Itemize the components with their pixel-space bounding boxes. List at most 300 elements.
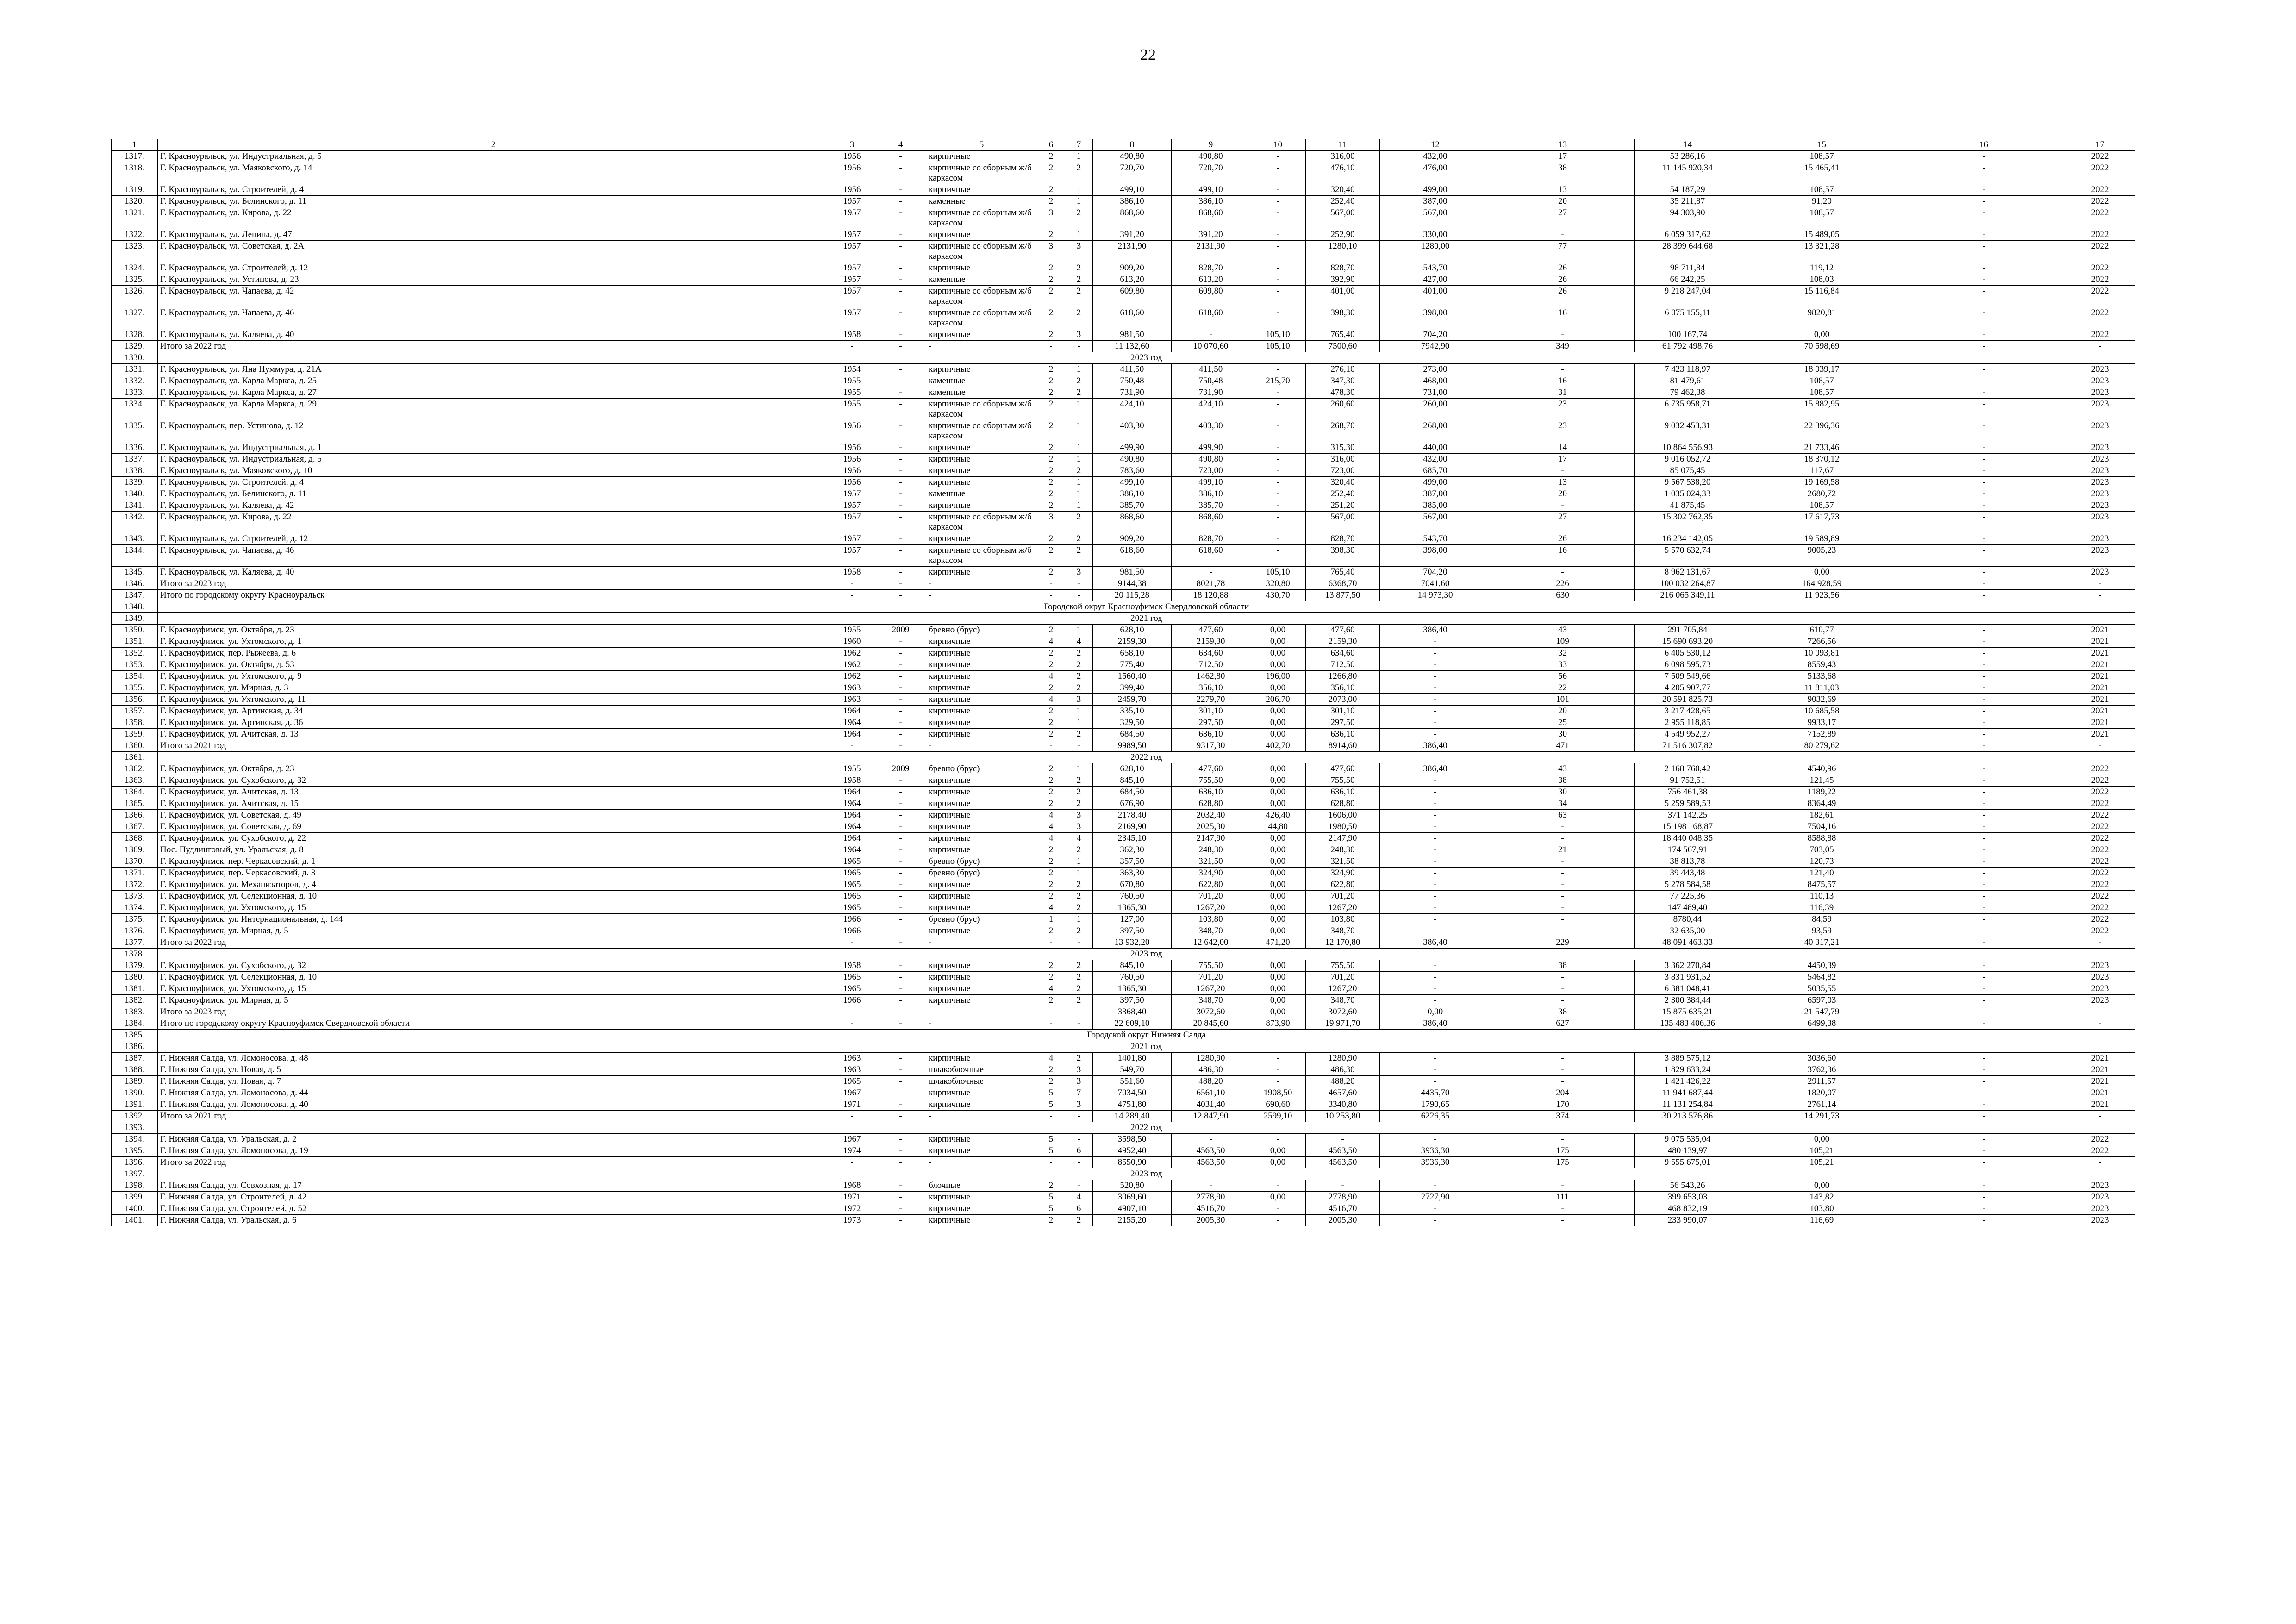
cell-col-3: 1964 (829, 706, 875, 717)
cell-col-1: 1381. (112, 983, 158, 995)
cell-col-15: 21 733,46 (1741, 442, 1903, 454)
cell-col-7: 3 (1065, 1064, 1093, 1076)
cell-col-14: 100 032 264,87 (1635, 578, 1741, 590)
cell-col-3: 1954 (829, 364, 875, 375)
cell-col-9: 411,50 (1172, 364, 1250, 375)
cell-col-16: - (1903, 1180, 2065, 1192)
cell-col-12: 386,40 (1380, 763, 1491, 775)
table-row (112, 925, 2135, 937)
cell-col-5: кирпичные (926, 500, 1037, 512)
cell-col-11: 252,90 (1306, 229, 1380, 241)
cell-col-15: 5035,55 (1741, 983, 1903, 995)
cell-col-11: 19 971,70 (1306, 1018, 1380, 1030)
cell-col-10: - (1250, 1215, 1306, 1226)
cell-col-1: 1353. (112, 659, 158, 671)
cell-col-17: 2022 (2065, 844, 2135, 856)
cell-col-16: - (1903, 798, 2065, 810)
cell-col-4: - (875, 307, 926, 329)
cell-col-9: 6561,10 (1172, 1087, 1250, 1099)
cell-col-8: 8550,90 (1093, 1157, 1172, 1168)
cell-col-14: 81 479,61 (1635, 375, 1741, 387)
cell-col-12: - (1380, 914, 1491, 925)
cell-col-9: 618,60 (1172, 307, 1250, 329)
cell-col-7: 1 (1065, 420, 1093, 442)
cell-col-14: 53 286,16 (1635, 151, 1741, 162)
cell-col-11: 2005,30 (1306, 1215, 1380, 1226)
cell-col-3: 1958 (829, 329, 875, 341)
cell-col-12: - (1380, 694, 1491, 706)
cell-col-16: - (1903, 1111, 2065, 1122)
cell-col-2: Г. Красноуфимск, ул. Интернациональная, д. 144 (158, 914, 829, 925)
cell-col-11: 2778,90 (1306, 1192, 1380, 1203)
cell-col-11: 765,40 (1306, 567, 1380, 578)
cell-col-3: 1964 (829, 798, 875, 810)
cell-col-11: - (1306, 1180, 1380, 1192)
cell-col-4: - (875, 891, 926, 902)
cell-col-12: - (1380, 1180, 1491, 1192)
cell-col-16: - (1903, 241, 2065, 262)
cell-col-17: 2021 (2065, 1064, 2135, 1076)
cell-col-3: 1958 (829, 567, 875, 578)
cell-col-2: Г. Нижняя Салда, ул. Ломоносова, д. 44 (158, 1087, 829, 1099)
cell-col-5: бревно (брус) (926, 868, 1037, 879)
cell-col-16: - (1903, 512, 2065, 533)
cell-col-9: 828,70 (1172, 533, 1250, 545)
cell-col-10: - (1250, 196, 1306, 207)
cell-col-10: - (1250, 1134, 1306, 1145)
cell-col-7: 1 (1065, 454, 1093, 465)
cell-col-10: - (1250, 1180, 1306, 1192)
cell-col-13: 27 (1491, 512, 1635, 533)
cell-col-6: 2 (1037, 477, 1065, 488)
cell-col-16: - (1903, 821, 2065, 833)
cell-col-9: 628,80 (1172, 798, 1250, 810)
cell-col-1: 1371. (112, 868, 158, 879)
cell-col-13: 374 (1491, 1111, 1635, 1122)
cell-col-17: 2023 (2065, 387, 2135, 399)
cell-col-8: 981,50 (1093, 567, 1172, 578)
cell-col-17: 2022 (2065, 274, 2135, 286)
cell-col-4: - (875, 229, 926, 241)
cell-col-4: - (875, 1018, 926, 1030)
cell-col-4: - (875, 1006, 926, 1018)
cell-col-8: 386,10 (1093, 196, 1172, 207)
cell-col-9: 9317,30 (1172, 740, 1250, 752)
cell-col-8: 3368,40 (1093, 1006, 1172, 1018)
cell-col-14: 6 075 155,11 (1635, 307, 1741, 329)
cell-col-6: 3 (1037, 241, 1065, 262)
cell-col-14: 38 813,78 (1635, 856, 1741, 868)
cell-col-13: 109 (1491, 636, 1635, 648)
cell-col-1: 1396. (112, 1157, 158, 1168)
table-row (112, 914, 2135, 925)
cell-col-5: кирпичные со сборным ж/б каркасом (926, 207, 1037, 229)
cell-col-4: - (875, 868, 926, 879)
cell-col-2: Г. Красноуфимск, ул. Селекционная, д. 10 (158, 972, 829, 983)
cell-col-14: 18 440 048,35 (1635, 833, 1741, 844)
cell-col-6: 4 (1037, 636, 1065, 648)
cell-col-16: - (1903, 694, 2065, 706)
cell-col-8: 424,10 (1093, 399, 1172, 420)
cell-col-7: 2 (1065, 798, 1093, 810)
cell-col-13: 34 (1491, 798, 1635, 810)
cell-col-14: 66 242,25 (1635, 274, 1741, 286)
cell-col-11: 622,80 (1306, 879, 1380, 891)
cell-col-2: Г. Красноуфимск, пер. Черкасовский, д. 3 (158, 868, 829, 879)
cell-col-4: - (875, 1157, 926, 1168)
cell-col-3: 1966 (829, 914, 875, 925)
cell-col-16: - (1903, 1192, 2065, 1203)
cell-col-3: 1955 (829, 399, 875, 420)
cell-col-11: 488,20 (1306, 1076, 1380, 1087)
cell-col-8: 1365,30 (1093, 983, 1172, 995)
cell-col-6: 2 (1037, 1064, 1065, 1076)
cell-col-13: - (1491, 1215, 1635, 1226)
cell-col-3: 1965 (829, 891, 875, 902)
table-row (112, 162, 2135, 184)
cell-col-6: 4 (1037, 983, 1065, 995)
cell-col-4: - (875, 972, 926, 983)
cell-col-14: 3 889 575,12 (1635, 1053, 1741, 1064)
cell-col-6: 2 (1037, 420, 1065, 442)
cell-col-7: 2 (1065, 1215, 1093, 1226)
cell-col-17: 2023 (2065, 465, 2135, 477)
table-row (112, 286, 2135, 307)
cell-col-2: Г. Нижняя Салда, ул. Уральская, д. 6 (158, 1215, 829, 1226)
cell-col-2: Г. Красноуральск, ул. Индустриальная, д. 5 (158, 151, 829, 162)
cell-col-11: 723,00 (1306, 465, 1380, 477)
cell-col-14: 6 098 595,73 (1635, 659, 1741, 671)
cell-col-2: Г. Красноуфимск, ул. Ачитская, д. 15 (158, 798, 829, 810)
cell-col-17: 2021 (2065, 694, 2135, 706)
cell-col-13: - (1491, 567, 1635, 578)
cell-col-3: 1956 (829, 162, 875, 184)
cell-col-12: - (1380, 1215, 1491, 1226)
cell-col-13: - (1491, 856, 1635, 868)
cell-col-16: - (1903, 648, 2065, 659)
cell-col-10: 0,00 (1250, 1192, 1306, 1203)
cell-col-12: 385,00 (1380, 500, 1491, 512)
cell-col-3: 1967 (829, 1087, 875, 1099)
cell-col-10: 402,70 (1250, 740, 1306, 752)
cell-col-13: 38 (1491, 162, 1635, 184)
column-number-header (112, 139, 2135, 151)
cell-col-1: 1346. (112, 578, 158, 590)
cell-col-17: 2021 (2065, 717, 2135, 729)
section-header-row (112, 352, 2135, 364)
cell-col-14: 9 075 535,04 (1635, 1134, 1741, 1145)
cell-col-5: кирпичные (926, 636, 1037, 648)
cell-col-10: 2599,10 (1250, 1111, 1306, 1122)
cell-col-14: 468 832,19 (1635, 1203, 1741, 1215)
cell-col-16: - (1903, 1099, 2065, 1111)
cell-col-4: - (875, 1203, 926, 1215)
cell-col-13: 25 (1491, 717, 1635, 729)
cell-col-4: - (875, 914, 926, 925)
cell-col-6: 2 (1037, 717, 1065, 729)
cell-col-6: 2 (1037, 454, 1065, 465)
cell-col-8: 7034,50 (1093, 1087, 1172, 1099)
cell-col-11: 4516,70 (1306, 1203, 1380, 1215)
cell-col-8: 613,20 (1093, 274, 1172, 286)
cell-col-11: 2147,90 (1306, 833, 1380, 844)
housing-registry-table (111, 139, 2135, 1226)
cell-col-10: 690,60 (1250, 1099, 1306, 1111)
cell-col-12: 6226,35 (1380, 1111, 1491, 1122)
cell-col-14: 15 198 168,87 (1635, 821, 1741, 833)
cell-col-9: 301,10 (1172, 706, 1250, 717)
cell-col-2: Г. Красноуфимск, ул. Советская, д. 69 (158, 821, 829, 833)
cell-col-2: Итого за 2023 год (158, 1006, 829, 1018)
cell-col-3: - (829, 1018, 875, 1030)
cell-col-14: 371 142,25 (1635, 810, 1741, 821)
cell-col-15: 110,13 (1741, 891, 1903, 902)
cell-col-7: 1 (1065, 442, 1093, 454)
cell-col-5: кирпичные (926, 787, 1037, 798)
cell-col-11: 1267,20 (1306, 983, 1380, 995)
cell-col-3: 1963 (829, 1064, 875, 1076)
cell-col-8: 1401,80 (1093, 1053, 1172, 1064)
cell-col-14: 216 065 349,11 (1635, 590, 1741, 601)
cell-col-16: - (1903, 636, 2065, 648)
cell-col-9: 488,20 (1172, 1076, 1250, 1087)
cell-col-12: 499,00 (1380, 184, 1491, 196)
cell-col-9: 424,10 (1172, 399, 1250, 420)
cell-col-1: 1354. (112, 671, 158, 682)
cell-col-11: 315,30 (1306, 442, 1380, 454)
cell-col-6: 2 (1037, 262, 1065, 274)
cell-col-7: 2 (1065, 659, 1093, 671)
cell-col-4: - (875, 207, 926, 229)
cell-col-1: 1335. (112, 420, 158, 442)
cell-col-4: - (875, 682, 926, 694)
cell-col-15: 108,03 (1741, 274, 1903, 286)
cell-col-7: 3 (1065, 329, 1093, 341)
cell-col-12: - (1380, 1064, 1491, 1076)
cell-col-14: 4 205 907,77 (1635, 682, 1741, 694)
cell-col-2: Г. Нижняя Салда, ул. Совхозная, д. 17 (158, 1180, 829, 1192)
cell-col-9: 3072,60 (1172, 1006, 1250, 1018)
cell-col-3: 1957 (829, 488, 875, 500)
cell-col-2: Г. Красноуфимск, ул. Мирная, д. 3 (158, 682, 829, 694)
cell-col-7: - (1065, 578, 1093, 590)
cell-col-5: кирпичные (926, 1087, 1037, 1099)
cell-col-2: Г. Нижняя Салда, ул. Строителей, д. 42 (158, 1192, 829, 1203)
cell-col-8: 720,70 (1093, 162, 1172, 184)
cell-col-7: 1 (1065, 717, 1093, 729)
cell-col-4: - (875, 659, 926, 671)
cell-col-5: кирпичные (926, 925, 1037, 937)
cell-col-13: 349 (1491, 341, 1635, 352)
cell-col-1: 1357. (112, 706, 158, 717)
cell-col-15: 91,20 (1741, 196, 1903, 207)
cell-col-5: кирпичные (926, 891, 1037, 902)
cell-col-17: 2022 (2065, 775, 2135, 787)
cell-col-4: - (875, 1111, 926, 1122)
cell-col-17: 2023 (2065, 364, 2135, 375)
cell-col-5: кирпичные со сборным ж/б каркасом (926, 512, 1037, 533)
cell-col-13: 627 (1491, 1018, 1635, 1030)
cell-col-8: 3069,60 (1093, 1192, 1172, 1203)
cell-col-2: Г. Красноуральск, ул. Маяковского, д. 14 (158, 162, 829, 184)
cell-col-5: кирпичные (926, 262, 1037, 274)
cell-col-12: 476,00 (1380, 162, 1491, 184)
cell-col-9: 403,30 (1172, 420, 1250, 442)
cell-col-7: 2 (1065, 729, 1093, 740)
cell-col-11: 398,30 (1306, 545, 1380, 567)
cell-col-15: 9005,23 (1741, 545, 1903, 567)
cell-col-3: 1964 (829, 787, 875, 798)
cell-col-13: 33 (1491, 659, 1635, 671)
cell-col-7: 2 (1065, 983, 1093, 995)
cell-col-14: 28 399 644,68 (1635, 241, 1741, 262)
cell-col-13: 20 (1491, 706, 1635, 717)
cell-col-14: 233 990,07 (1635, 1215, 1741, 1226)
cell-col-6: 2 (1037, 399, 1065, 420)
cell-col-16: - (1903, 1203, 2065, 1215)
cell-col-6: 4 (1037, 810, 1065, 821)
cell-col-10: - (1250, 442, 1306, 454)
cell-col-7: 1 (1065, 625, 1093, 636)
table-row (112, 387, 2135, 399)
cell-col-4: - (875, 512, 926, 533)
cell-col-17: 2023 (2065, 995, 2135, 1006)
table-row (112, 798, 2135, 810)
cell-col-3: 1956 (829, 442, 875, 454)
cell-col-12: 427,00 (1380, 274, 1491, 286)
cell-col-7: - (1065, 1111, 1093, 1122)
cell-col-15: 4450,39 (1741, 960, 1903, 972)
cell-col-8: 399,40 (1093, 682, 1172, 694)
cell-col-13: 226 (1491, 578, 1635, 590)
cell-col-12: - (1380, 717, 1491, 729)
cell-col-16: - (1903, 1076, 2065, 1087)
cell-col-2: Г. Красноуфимск, ул. Ухтомского, д. 9 (158, 671, 829, 682)
cell-col-5: кирпичные (926, 364, 1037, 375)
cell-col-17: 2021 (2065, 659, 2135, 671)
cell-col-6: 5 (1037, 1134, 1065, 1145)
cell-col-15: 3762,36 (1741, 1064, 1903, 1076)
cell-col-2: Г. Красноуфимск, ул. Ухтомского, д. 15 (158, 902, 829, 914)
cell-col-12: 387,00 (1380, 488, 1491, 500)
cell-col-15: 8364,49 (1741, 798, 1903, 810)
table-row (112, 229, 2135, 241)
cell-col-15: 80 279,62 (1741, 740, 1903, 752)
cell-col-1: 1398. (112, 1180, 158, 1192)
cell-col-13: 26 (1491, 533, 1635, 545)
cell-col-10: 320,80 (1250, 578, 1306, 590)
cell-col-6: 2 (1037, 925, 1065, 937)
cell-col-16: - (1903, 442, 2065, 454)
cell-col-3: - (829, 1111, 875, 1122)
cell-col-8: 397,50 (1093, 995, 1172, 1006)
cell-col-3: 1957 (829, 307, 875, 329)
cell-col-9: 828,70 (1172, 262, 1250, 274)
cell-col-16: - (1903, 844, 2065, 856)
cell-col-10: - (1250, 229, 1306, 241)
cell-col-2: Г. Красноуфимск, ул. Октября, д. 23 (158, 763, 829, 775)
cell-col-15: 21 547,79 (1741, 1006, 1903, 1018)
cell-col-14: 6 059 317,62 (1635, 229, 1741, 241)
cell-col-11: 10 253,80 (1306, 1111, 1380, 1122)
cell-col-13: 204 (1491, 1087, 1635, 1099)
cell-col-10: - (1250, 1064, 1306, 1076)
cell-col-16: - (1903, 983, 2065, 995)
column-header: 15 (1741, 139, 1903, 151)
cell-col-7: - (1065, 1018, 1093, 1030)
cell-col-9: 490,80 (1172, 151, 1250, 162)
table-row (112, 1180, 2135, 1192)
cell-col-7: - (1065, 1180, 1093, 1192)
cell-col-4: - (875, 590, 926, 601)
cell-col-15: 143,82 (1741, 1192, 1903, 1203)
cell-col-11: 477,60 (1306, 625, 1380, 636)
cell-col-15: 14 291,73 (1741, 1111, 1903, 1122)
cell-col-15: 2680,72 (1741, 488, 1903, 500)
cell-col-1: 1342. (112, 512, 158, 533)
cell-col-3: 1956 (829, 184, 875, 196)
cell-col-13: 30 (1491, 787, 1635, 798)
cell-col-13: 16 (1491, 307, 1635, 329)
cell-col-4: - (875, 567, 926, 578)
cell-col-14: 32 635,00 (1635, 925, 1741, 937)
cell-col-8: 14 289,40 (1093, 1111, 1172, 1122)
cell-col-10: - (1250, 533, 1306, 545)
cell-col-12: - (1380, 972, 1491, 983)
cell-col-7: 4 (1065, 833, 1093, 844)
section-title: 2021 год (158, 613, 2135, 625)
cell-col-7: 3 (1065, 694, 1093, 706)
cell-col-17: 2022 (2065, 207, 2135, 229)
cell-col-5: - (926, 740, 1037, 752)
cell-col-12: 398,00 (1380, 307, 1491, 329)
cell-col-1: 1383. (112, 1006, 158, 1018)
cell-col-11: 268,70 (1306, 420, 1380, 442)
cell-col-4: - (875, 375, 926, 387)
cell-col-5: - (926, 590, 1037, 601)
cell-col-13: - (1491, 868, 1635, 879)
cell-col-3: 1963 (829, 694, 875, 706)
cell-col-5: - (926, 937, 1037, 949)
table-row (112, 578, 2135, 590)
cell-col-4: - (875, 775, 926, 787)
cell-col-15: 11 923,56 (1741, 590, 1903, 601)
cell-col-5: кирпичные (926, 706, 1037, 717)
cell-col-10: 0,00 (1250, 775, 1306, 787)
cell-col-10: - (1250, 162, 1306, 184)
cell-col-16: - (1903, 1018, 2065, 1030)
cell-col-11: 1266,80 (1306, 671, 1380, 682)
section-title: 2022 год (158, 752, 2135, 763)
cell-col-9: 622,80 (1172, 879, 1250, 891)
cell-col-13: - (1491, 500, 1635, 512)
cell-col-5: кирпичные (926, 798, 1037, 810)
cell-col-3: 1965 (829, 856, 875, 868)
cell-col-6: 2 (1037, 787, 1065, 798)
cell-col-14: 399 653,03 (1635, 1192, 1741, 1203)
cell-col-11: 636,10 (1306, 787, 1380, 798)
cell-col-17: 2022 (2065, 914, 2135, 925)
cell-col-3: 1955 (829, 387, 875, 399)
cell-col-7: 2 (1065, 533, 1093, 545)
cell-col-4: - (875, 787, 926, 798)
cell-col-1: 1366. (112, 810, 158, 821)
cell-col-6: 5 (1037, 1203, 1065, 1215)
cell-col-3: 1958 (829, 960, 875, 972)
cell-col-14: 9 016 052,72 (1635, 454, 1741, 465)
cell-col-8: 499,10 (1093, 477, 1172, 488)
cell-col-7: 1 (1065, 856, 1093, 868)
